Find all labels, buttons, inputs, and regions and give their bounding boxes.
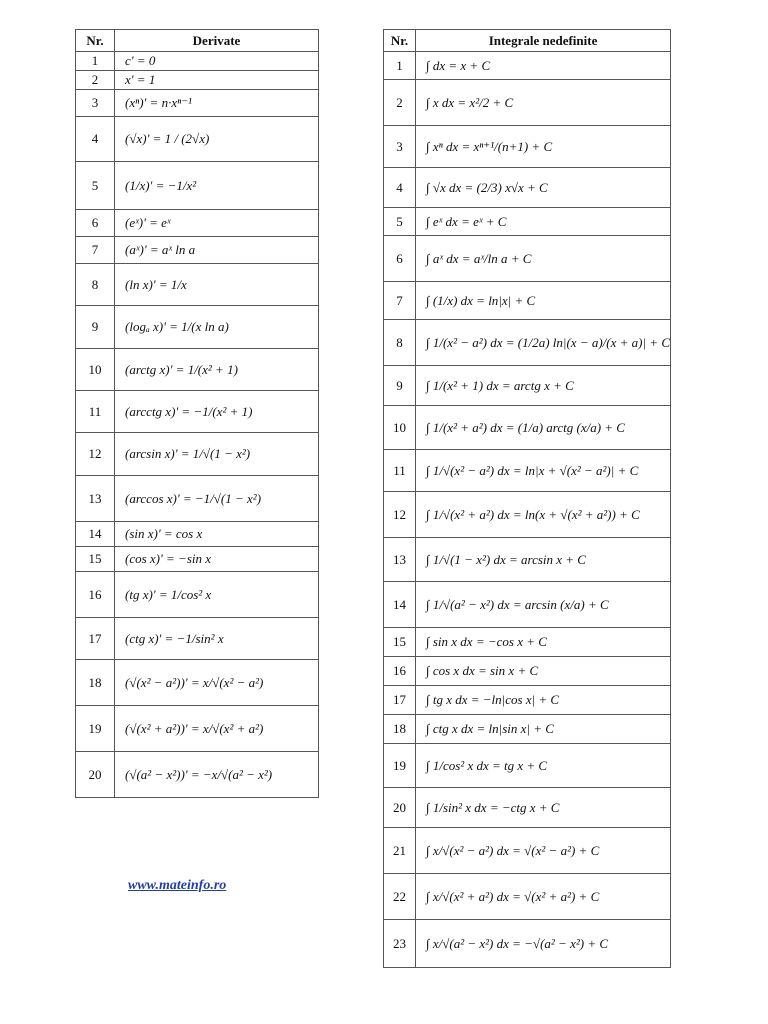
row-number: 12 — [76, 433, 115, 476]
table-row — [76, 349, 319, 391]
row-number: 6 — [76, 210, 115, 237]
row-number: 2 — [384, 80, 416, 126]
row-number: 14 — [76, 522, 115, 547]
derivative-formula: (√x)' = 1 / (2√x) — [115, 117, 319, 162]
row-number: 12 — [384, 492, 416, 538]
table-row — [384, 874, 671, 920]
row-number: 9 — [76, 306, 115, 349]
derivative-formula: (aˣ)' = aˣ ln a — [115, 237, 319, 264]
derivative-formula: (√(a² − x²))' = −x/√(a² − x²) — [115, 752, 319, 798]
derivative-formula: x' = 1 — [115, 71, 319, 90]
integral-formula: ∫ 1/√(x² + a²) dx = ln(x + √(x² + a²)) + C — [416, 492, 671, 538]
integral-formula: ∫ xⁿ dx = xⁿ⁺¹/(n+1) + C — [416, 126, 671, 168]
table-row — [384, 920, 671, 968]
derivatives-header-nr: Nr. — [76, 30, 115, 52]
table-row — [76, 547, 319, 572]
integral-formula: ∫ x dx = x²/2 + C — [416, 80, 671, 126]
row-number: 6 — [384, 236, 416, 282]
row-number: 3 — [384, 126, 416, 168]
table-row — [76, 476, 319, 522]
table-row — [76, 391, 319, 433]
integral-formula: ∫ eˣ dx = eˣ + C — [416, 208, 671, 236]
integral-formula: ∫ x/√(x² − a²) dx = √(x² − a²) + C — [416, 828, 671, 874]
table-row — [76, 572, 319, 618]
derivative-formula: (arcctg x)' = −1/(x² + 1) — [115, 391, 319, 433]
row-number: 16 — [384, 657, 416, 686]
derivative-formula: (arctg x)' = 1/(x² + 1) — [115, 349, 319, 391]
table-row — [76, 90, 319, 117]
website-link[interactable]: www.mateinfo.ro — [128, 878, 227, 893]
row-number: 19 — [384, 744, 416, 788]
derivative-formula: (1/x)' = −1/x² — [115, 162, 319, 210]
row-number: 15 — [384, 628, 416, 657]
table-row — [76, 522, 319, 547]
table-row — [384, 282, 671, 320]
derivative-formula: (arcsin x)' = 1/√(1 − x²) — [115, 433, 319, 476]
integral-formula: ∫ 1/(x² − a²) dx = (1/2a) ln|(x − a)/(x + a)| + C — [416, 320, 671, 366]
row-number: 8 — [384, 320, 416, 366]
table-row — [76, 162, 319, 210]
table-row — [384, 788, 671, 828]
table-row — [384, 208, 671, 236]
table-row — [76, 618, 319, 660]
derivative-formula: (cos x)' = −sin x — [115, 547, 319, 572]
table-row — [384, 744, 671, 788]
table-row — [76, 117, 319, 162]
derivative-formula: (√(x² − a²))' = x/√(x² − a²) — [115, 660, 319, 706]
table-row — [76, 210, 319, 237]
table-row — [384, 406, 671, 450]
table-row — [384, 450, 671, 492]
table-row — [76, 706, 319, 752]
row-number: 20 — [76, 752, 115, 798]
integral-formula: ∫ aˣ dx = aˣ/ln a + C — [416, 236, 671, 282]
row-number: 17 — [384, 686, 416, 715]
row-number: 4 — [384, 168, 416, 208]
row-number: 5 — [384, 208, 416, 236]
integral-formula: ∫ 1/√(1 − x²) dx = arcsin x + C — [416, 538, 671, 582]
integral-formula: ∫ sin x dx = −cos x + C — [416, 628, 671, 657]
table-row — [384, 236, 671, 282]
row-number: 21 — [384, 828, 416, 874]
row-number: 20 — [384, 788, 416, 828]
row-number: 16 — [76, 572, 115, 618]
integral-formula: ∫ x/√(x² + a²) dx = √(x² + a²) + C — [416, 874, 671, 920]
derivative-formula: (ctg x)' = −1/sin² x — [115, 618, 319, 660]
row-number: 23 — [384, 920, 416, 968]
table-row — [384, 582, 671, 628]
row-number: 13 — [384, 538, 416, 582]
integral-formula: ∫ 1/sin² x dx = −ctg x + C — [416, 788, 671, 828]
table-row — [76, 264, 319, 306]
table-row — [384, 52, 671, 80]
derivatives-header-title: Derivate — [115, 30, 319, 52]
table-row — [384, 657, 671, 686]
derivative-formula: (logₐ x)' = 1/(x ln a) — [115, 306, 319, 349]
table-row — [76, 237, 319, 264]
table-row — [76, 660, 319, 706]
row-number: 3 — [76, 90, 115, 117]
integral-formula: ∫ (1/x) dx = ln|x| + C — [416, 282, 671, 320]
derivative-formula: (tg x)' = 1/cos² x — [115, 572, 319, 618]
table-row — [76, 52, 319, 71]
table-row — [384, 168, 671, 208]
row-number: 5 — [76, 162, 115, 210]
integral-formula: ∫ dx = x + C — [416, 52, 671, 80]
derivative-formula: (xⁿ)' = n·xⁿ⁻¹ — [115, 90, 319, 117]
row-number: 22 — [384, 874, 416, 920]
integral-formula: ∫ 1/(x² + a²) dx = (1/a) arctg (x/a) + C — [416, 406, 671, 450]
integral-formula: ∫ tg x dx = −ln|cos x| + C — [416, 686, 671, 715]
integral-formula: ∫ 1/cos² x dx = tg x + C — [416, 744, 671, 788]
derivative-formula: (sin x)' = cos x — [115, 522, 319, 547]
row-number: 1 — [76, 52, 115, 71]
integral-formula: ∫ 1/√(x² − a²) dx = ln|x + √(x² − a²)| + C — [416, 450, 671, 492]
table-row — [76, 752, 319, 798]
derivative-formula: (eˣ)' = eˣ — [115, 210, 319, 237]
table-row — [384, 366, 671, 406]
row-number: 15 — [76, 547, 115, 572]
table-row — [384, 715, 671, 744]
table-row — [384, 80, 671, 126]
table-row — [76, 306, 319, 349]
row-number: 10 — [384, 406, 416, 450]
derivative-formula: (arccos x)' = −1/√(1 − x²) — [115, 476, 319, 522]
derivative-formula: c' = 0 — [115, 52, 319, 71]
row-number: 17 — [76, 618, 115, 660]
derivatives-table — [75, 29, 319, 798]
integral-formula: ∫ 1/(x² + 1) dx = arctg x + C — [416, 366, 671, 406]
table-row — [384, 126, 671, 168]
row-number: 18 — [76, 660, 115, 706]
integral-formula: ∫ √x dx = (2/3) x√x + C — [416, 168, 671, 208]
row-number: 13 — [76, 476, 115, 522]
table-row — [384, 538, 671, 582]
row-number: 2 — [76, 71, 115, 90]
integrals-header-title: Integrale nedefinite — [416, 30, 671, 52]
row-number: 1 — [384, 52, 416, 80]
row-number: 11 — [76, 391, 115, 433]
row-number: 9 — [384, 366, 416, 406]
integral-formula: ∫ x/√(a² − x²) dx = −√(a² − x²) + C — [416, 920, 671, 968]
row-number: 4 — [76, 117, 115, 162]
row-number: 7 — [76, 237, 115, 264]
row-number: 7 — [384, 282, 416, 320]
integrals-table — [383, 29, 671, 968]
integral-formula: ∫ 1/√(a² − x²) dx = arcsin (x/a) + C — [416, 582, 671, 628]
integral-formula: ∫ cos x dx = sin x + C — [416, 657, 671, 686]
table-row — [384, 628, 671, 657]
derivative-formula: (√(x² + a²))' = x/√(x² + a²) — [115, 706, 319, 752]
table-row — [384, 686, 671, 715]
integral-formula: ∫ ctg x dx = ln|sin x| + C — [416, 715, 671, 744]
table-row — [384, 492, 671, 538]
derivative-formula: (ln x)' = 1/x — [115, 264, 319, 306]
table-row — [384, 320, 671, 366]
row-number: 14 — [384, 582, 416, 628]
row-number: 19 — [76, 706, 115, 752]
table-row — [76, 433, 319, 476]
integrals-header-nr: Nr. — [384, 30, 416, 52]
table-row — [384, 828, 671, 874]
row-number: 18 — [384, 715, 416, 744]
row-number: 10 — [76, 349, 115, 391]
table-row — [76, 71, 319, 90]
row-number: 11 — [384, 450, 416, 492]
row-number: 8 — [76, 264, 115, 306]
